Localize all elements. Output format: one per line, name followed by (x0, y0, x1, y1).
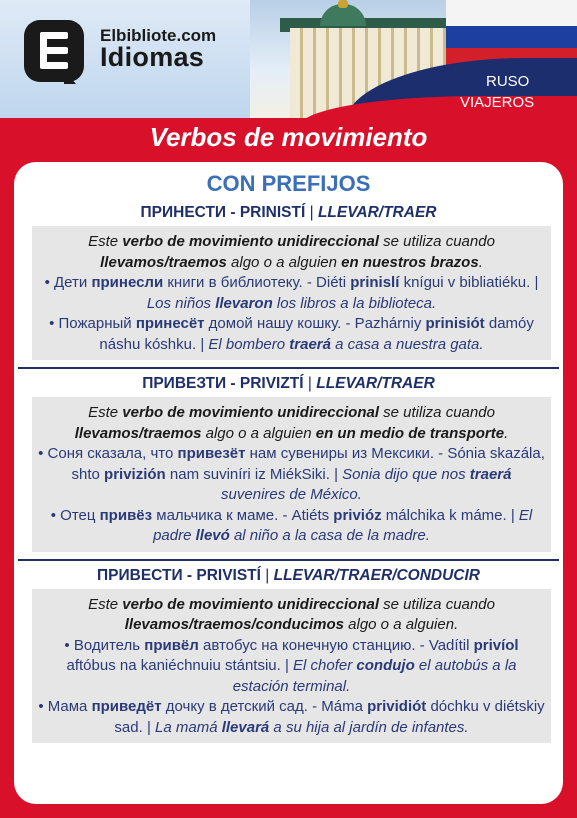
example-keyword: принесли (91, 274, 164, 291)
verb-russian: ПРИВЕЗТИ - PRIVIZTÍ (142, 375, 304, 392)
verb-russian: ПРИВЕСТИ - PRIVISTÍ (97, 566, 261, 584)
translation-text: a casa a nuestra gata. (330, 335, 484, 353)
translation-keyword: llevaron (215, 294, 273, 312)
example-keyword: привёз (99, 506, 153, 524)
verb-description (38, 232, 545, 273)
example-keyword: privizión (104, 465, 166, 483)
translation-keyword: condujo (356, 657, 415, 674)
example-keyword: приведёт (91, 698, 162, 715)
description-keyword: llevamos/traemos/conducimos (124, 616, 344, 633)
description-text: se utiliza cuando (379, 595, 495, 613)
header-banner (0, 0, 577, 118)
example-text: книги в библиотеку. - Diéti (163, 274, 351, 291)
verb-separator: | (260, 566, 274, 584)
example-text: • Отец (50, 506, 100, 524)
description-keyword: llevamos/traemos (100, 253, 227, 271)
verb-russian: ПРИНЕСТИ - PRINISTÍ (140, 204, 306, 221)
language-tag: RUSO (486, 73, 530, 90)
description-text: se utiliza cuando (379, 404, 495, 421)
example-text: автобус на конечную станцию. - Vadítil (198, 636, 474, 654)
description-text: . (504, 424, 509, 442)
verb-heading (14, 198, 563, 226)
translation-keyword: llevará (221, 718, 270, 736)
translation-text: La mamá (155, 718, 222, 736)
verb-explanation-block (32, 589, 551, 744)
book-logo-icon (24, 20, 84, 82)
verb-spanish: LLEVAR/TRAER (316, 375, 435, 392)
example-text: damóy náshu kóshku. | (99, 315, 534, 353)
description-text: Este (88, 233, 123, 250)
subtitle: CON PREFIJOS (206, 171, 371, 196)
example-text: dóchku v diétskiy sad. | (114, 698, 545, 736)
translation-text: suvenires de México. (221, 486, 362, 503)
example-keyword: привезёт (177, 445, 246, 462)
example-text: дочку в детский сад. - Máma (161, 698, 368, 715)
example-keyword: prinislí (350, 274, 400, 291)
description-keyword: verbo de movimiento unidireccional (122, 404, 379, 421)
example-sentence (38, 444, 545, 506)
example-keyword: privíol (473, 636, 519, 654)
description-text: . (478, 253, 483, 271)
example-keyword: privióz (333, 506, 382, 524)
description-keyword: en un medio de transporte (315, 424, 505, 442)
page-title: Verbos de movimiento (149, 122, 428, 152)
description-text: Este (88, 595, 123, 613)
description-text: algo o a alguien (226, 253, 342, 271)
translation-text: El padre (153, 506, 533, 544)
example-sentence (38, 273, 545, 314)
audience-tag: VIAJEROS (460, 94, 535, 111)
description-keyword: verbo de movimiento unidireccional (122, 233, 379, 250)
translation-text: El chofer (293, 657, 357, 674)
example-text: • Соня сказала, что (38, 445, 178, 462)
example-keyword: привёл (144, 636, 199, 654)
example-text: • Пожарный (49, 315, 136, 332)
brand-site: Elbibliote.com (100, 26, 217, 45)
example-text: • Мама (38, 698, 92, 715)
translation-text: el autobús a la estación terminal. (232, 657, 517, 695)
verb-heading (14, 561, 563, 589)
example-keyword: prividiót (367, 698, 427, 715)
example-text: мальчика к маме. - Atiéts (152, 506, 334, 524)
translation-keyword: traerá (469, 465, 512, 483)
verb-section (14, 561, 563, 744)
translation-text: El bombero (208, 335, 290, 353)
translation-text: Sonia dijo que nos (342, 465, 470, 483)
translation-text: Los niños (146, 294, 216, 312)
verb-spanish: LLEVAR/TRAER (317, 204, 437, 221)
example-text: • Дети (44, 274, 92, 291)
verb-description (38, 595, 545, 636)
description-keyword: llevamos/traemos (74, 424, 202, 442)
example-text: домой нашу кошку. - Pazhárniy (204, 315, 426, 332)
content-card (14, 162, 563, 804)
description-text: algo o a alguien. (343, 616, 459, 633)
example-sentence (38, 697, 545, 738)
verb-description (38, 403, 545, 444)
translation-keyword: traerá (289, 335, 331, 353)
description-text: Este (88, 404, 123, 421)
example-text: knígui v bibliatiéku. | (399, 274, 539, 291)
example-text: • Водитель (64, 636, 145, 654)
translation-text: a su hija al jardín de infantes. (269, 718, 469, 736)
description-text: algo o a alguien (201, 424, 316, 442)
verb-section (14, 369, 563, 561)
example-keyword: prinisiót (425, 315, 485, 332)
translation-text: los libros a la biblioteca. (272, 294, 437, 312)
example-sentence (38, 314, 545, 355)
verb-spanish: LLEVAR/TRAER/CONDUCIR (273, 566, 480, 584)
verb-explanation-block (32, 226, 551, 360)
description-keyword: verbo de movimiento unidireccional (122, 595, 379, 613)
example-text: нам сувениры из Мексики. - Sónia skazála, shto (71, 445, 545, 483)
example-keyword: принесёт (135, 315, 205, 332)
verb-section (14, 198, 563, 369)
description-text: se utiliza cuando (379, 233, 495, 250)
example-text: nam suviníri iz MiékSiki. | (165, 465, 343, 483)
brand-name: Idiomas (100, 42, 205, 72)
description-keyword: en nuestros brazos (341, 253, 479, 271)
verb-explanation-block (32, 397, 551, 552)
verb-heading (14, 369, 563, 397)
translation-text: al niño a la casa de la madre. (229, 527, 430, 544)
example-sentence (38, 506, 545, 547)
verb-separator: | (303, 375, 317, 392)
verb-separator: | (305, 204, 318, 221)
example-text: málchika k máme. | (381, 506, 519, 524)
translation-keyword: llevó (195, 527, 230, 544)
example-sentence (38, 636, 545, 698)
example-text: aftóbus na kaniéchnuiu stántsiu. | (66, 657, 294, 674)
